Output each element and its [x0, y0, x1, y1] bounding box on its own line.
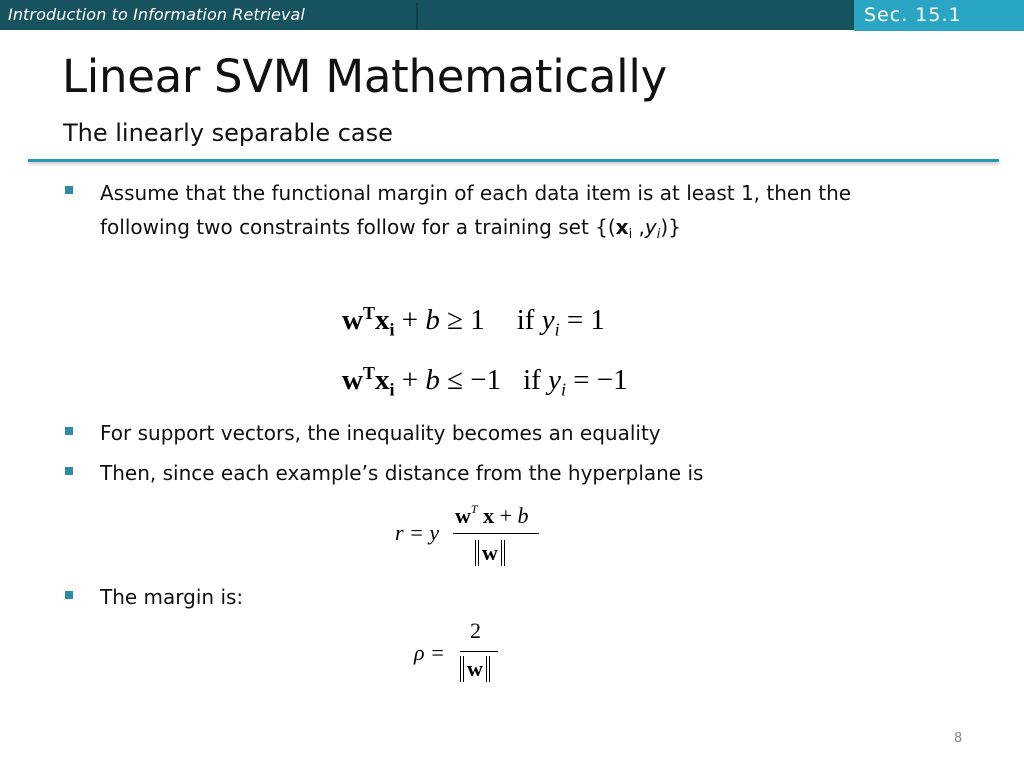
b-symbol: b [425, 364, 440, 396]
condition-rhs: = −1 [565, 364, 628, 396]
margin-formula [414, 618, 514, 698]
margin-denominator [460, 656, 490, 682]
i-subscript: i [389, 319, 395, 340]
x-vector: x [615, 215, 629, 239]
separator: , [632, 215, 645, 239]
y-subscript: i [554, 319, 560, 340]
y-symbol: y [548, 364, 561, 396]
b-symbol: b [425, 304, 440, 336]
w-symbol: w [455, 503, 471, 528]
bullet-1-text: following two constraints follow for a training set {( [100, 215, 616, 239]
slide-subtitle: The linearly separable case [63, 119, 393, 147]
fraction-bar [460, 651, 498, 652]
header-divider [416, 3, 418, 30]
condition-rhs: = 1 [559, 304, 605, 336]
transpose-symbol: T [362, 303, 375, 324]
if-word: if [516, 304, 542, 336]
b-symbol: b [517, 503, 529, 528]
relation: ≥ 1 [439, 304, 485, 336]
margin-lhs: ρ = [414, 640, 445, 665]
constraint-equation-1 [342, 303, 605, 340]
bullet-marker [65, 427, 73, 435]
course-title: Introduction to Information Retrieval [8, 5, 305, 24]
x-symbol: x [477, 503, 495, 528]
bullet-3-text: Then, since each example’s distance from the hyperplane is [100, 461, 704, 485]
distance-formula [395, 500, 555, 580]
bullet-4-text: The margin is: [100, 585, 244, 609]
x-symbol: x [374, 364, 390, 396]
transpose-symbol: T [362, 363, 375, 384]
plus-sign: + [494, 503, 518, 528]
y-symbol: y [541, 304, 555, 336]
w-symbol: w [342, 364, 363, 396]
x-subscript: i [628, 227, 633, 242]
page-number: 8 [954, 731, 963, 746]
section-label: Sec. 15.1 [864, 4, 962, 26]
plus-sign: + [394, 364, 426, 396]
set-close: )} [660, 215, 681, 239]
if-word: if [523, 364, 549, 396]
i-subscript: i [389, 379, 395, 400]
distance-lhs: r = y [395, 520, 440, 545]
y-subscript: i [560, 379, 566, 400]
plus-sign: + [394, 304, 426, 336]
distance-denominator [475, 540, 505, 566]
fraction-bar [453, 533, 539, 534]
bullet-marker [65, 467, 73, 475]
bullet-2-text: For support vectors, the inequality becomes an equality [100, 421, 661, 445]
w-symbol: w [342, 304, 363, 336]
x-symbol: x [374, 304, 390, 336]
section-badge [854, 0, 1024, 31]
transpose-symbol: T [470, 502, 478, 516]
margin-numerator: 2 [470, 618, 481, 643]
w-norm: w [463, 656, 487, 682]
slide-title: Linear SVM Mathematically [62, 50, 667, 103]
bullet-1-line-1: Assume that the functional margin of each data item is at least 1, then the [100, 181, 852, 205]
relation: ≤ −1 [439, 364, 502, 396]
distance-numerator [455, 502, 529, 529]
bullet-1-line-2 [100, 210, 681, 244]
bullet-marker [65, 186, 73, 194]
constraint-equation-2 [342, 363, 628, 400]
w-norm: w [478, 540, 502, 566]
title-divider [28, 159, 999, 162]
y-subscript: i [656, 227, 661, 242]
bullet-marker [65, 591, 73, 599]
y-label: y [644, 215, 657, 239]
